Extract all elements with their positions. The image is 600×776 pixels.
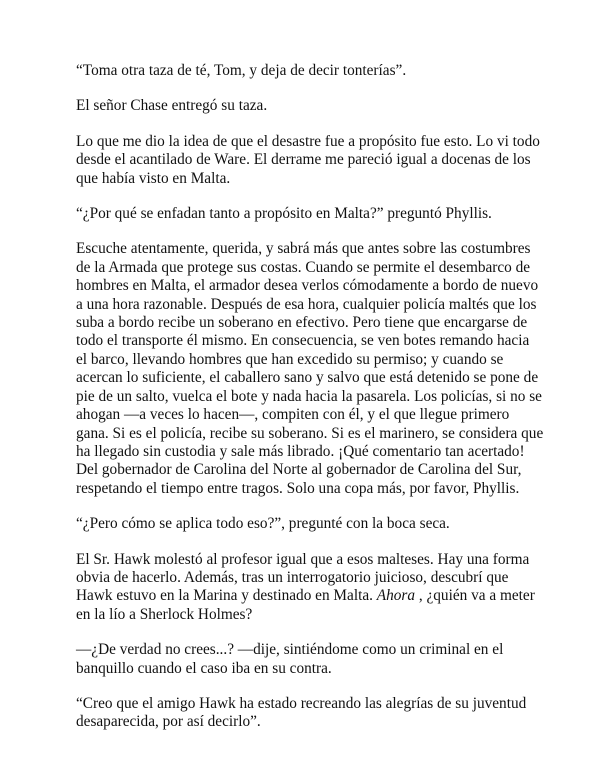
paragraph-7 [76,551,544,625]
paragraph-7-text-before: El Sr. Hawk molestó al profesor igual que a esos malteses. Hay una forma obvia de hacerlo. Además, tras un interrogatorio juicioso, descubrí que Hawk estuvo en la Marina y destinado en Malta. [76,550,530,605]
paragraph-8: —¿De verdad no crees...? —dije, sintiéndome como un criminal en el banquillo cuando el caso iba en su contra. [76,641,504,677]
paragraph-4: “¿Por qué se enfadan tanto a propósito en Malta?” preguntó Phyllis. [76,205,492,223]
document-page [76,62,544,749]
paragraph-6: “¿Pero cómo se aplica todo eso?”, pregunté con la boca seca. [76,515,450,533]
paragraph-2: El señor Chase entregó su taza. [76,97,268,115]
paragraph-7-text-after: , ¿quién va a meter en la lío a Sherlock Holmes? [76,587,535,623]
paragraph-7-emphasis: Ahora [376,587,416,605]
paragraph-3: Lo que me dio la idea de que el desastre fue a propósito fue esto. Lo vi todo desde el acantilado de Ware. El derrame me pareció igual a docenas de los que había visto en Malta. [76,132,540,187]
paragraph-5: Escuche atentamente, querida, y sabrá más que antes sobre las costumbres de la Armada que protege sus costas. Cuando se permite el desembarco de hombres en Malta, el armador desea verlos cómodamente a bordo de nuevo a una hora razonable. Después de esa hora, cualquier policía maltés que los suba a bordo recibe un soberano en efectivo. Pero tiene que encargarse de todo el transporte él mismo. En consecuencia, se ven botes remando hacia el barco, llevando hombres que han excedido su permiso; y cuando se acercan lo suficiente, el caballero sano y salvo que está detenido se pone de pie de un salto, vuelca el bote y nada hacia la pasarela. Los policías, si no se ahogan —a veces lo hacen—, compiten con él, y el que llegue primero gana. Si es el policía, recibe su soberano. Si es el marinero, se considera que ha llegado sin custodia y sale más librado. ¡Qué comentario tan acertado! Del gobernador de Carolina del Norte al gobernador de Carolina del Sur, respetando el tiempo entre tragos. Solo una copa más, por favor, Phyllis. [76,240,544,497]
paragraph-1: “Toma otra taza de té, Tom, y deja de decir tonterías”. [76,62,407,79]
paragraph-9: “Creo que el amigo Hawk ha estado recreando las alegrías de su juventud desaparecida, por así decirlo”. [76,694,527,731]
